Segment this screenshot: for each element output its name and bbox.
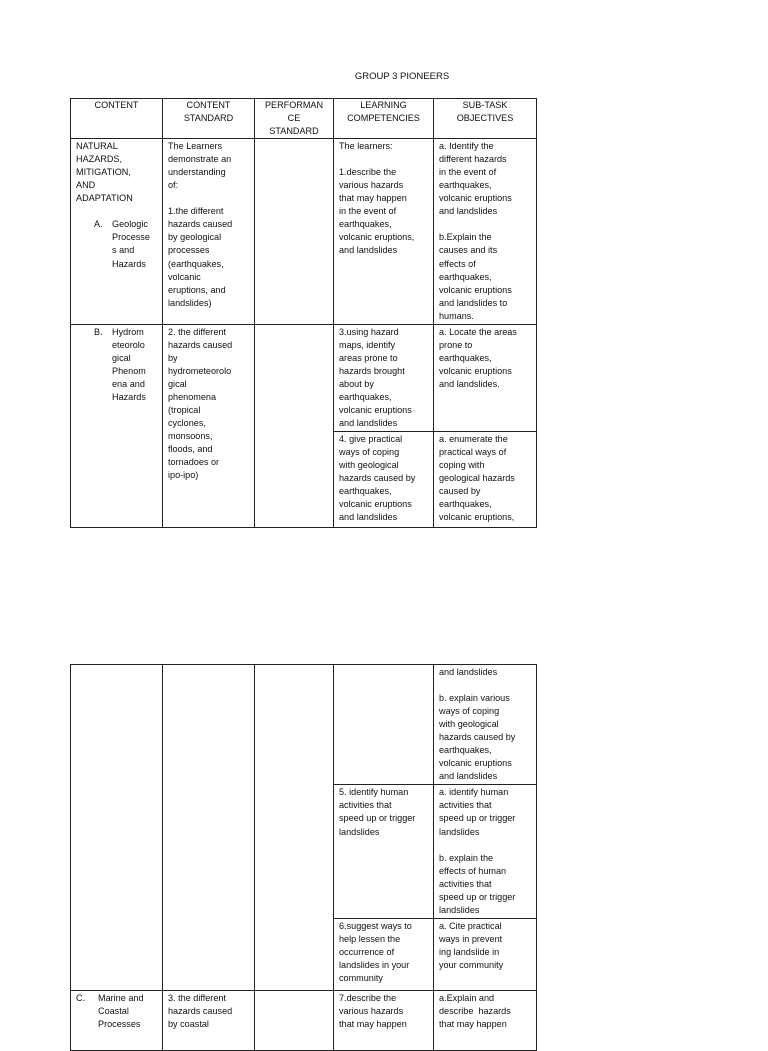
content-standard-cell	[163, 324, 255, 527]
content-item-geologic: A. Geologic Processe s and Hazards	[94, 219, 150, 269]
learning-competency-cell	[334, 324, 434, 431]
objective-5a: a. identify human activities that speed up or trigger landslides	[439, 787, 516, 837]
performance-standard-cell	[255, 665, 334, 991]
performance-standard-cell	[255, 139, 334, 325]
objective-4a-continued: and landslides	[439, 667, 498, 677]
objective-1b: b.Explain the causes and its effects of earthquakes, volcanic eruptions and landslides to humans.	[439, 232, 512, 321]
performance-standard-cell	[255, 990, 334, 1050]
learning-competency-cell	[334, 432, 434, 528]
subtask-objective-cell	[434, 665, 537, 785]
table-row	[71, 324, 537, 431]
subtask-objective-cell	[434, 785, 537, 918]
content-cell	[71, 990, 163, 1050]
table-row	[71, 139, 537, 325]
learning-competency-cell	[334, 990, 434, 1050]
subtask-objective-cell	[434, 139, 537, 325]
learning-competency-cell	[334, 139, 434, 325]
objective-4a: a. enumerate the practical ways of coping with geological hazards caused by earthquakes, volcanic eruptions,	[439, 434, 515, 523]
content-standard-intro: The Learners demonstrate an understanding of:	[168, 141, 232, 191]
content-standard-item: 1.the different hazards caused by geological processes (earthquakes, volcanic eruptions, and landslides)	[168, 206, 233, 308]
learning-competency-cell	[334, 918, 434, 990]
table-row	[71, 665, 537, 785]
performance-standard-cell	[255, 324, 334, 527]
content-standard-cell	[163, 990, 255, 1050]
table-header-row	[71, 99, 537, 139]
objective-4b: b. explain various ways of coping with geological hazards caused by earthquakes, volcanic eruptions and landslides	[439, 693, 516, 782]
competency-1: 1.describe the various hazards that may happen in the event of earthquakes, volcanic eruptions, and landslides	[339, 167, 415, 256]
curriculum-table-lower	[70, 664, 537, 1051]
content-standard-cell	[163, 139, 255, 325]
header-subtask-objectives: SUB-TASK OBJECTIVES	[434, 99, 537, 139]
objective-3a: a. Locate the areas prone to earthquakes, volcanic eruptions and landslides.	[439, 326, 517, 389]
content-cell	[71, 324, 163, 527]
subtask-objective-cell	[434, 918, 537, 990]
content-standard-cell	[163, 665, 255, 991]
subtask-objective-cell	[434, 324, 537, 431]
content-item-hydrometeorological: B. Hydrom eteorolo gical Phenom ena and Hazards	[94, 326, 146, 402]
objective-6a: a. Cite practical ways in prevent ing landslide in your community	[439, 920, 504, 970]
document-title: GROUP 3 PIONEERS	[354, 71, 450, 82]
objective-7a: a.Explain and describe hazards that may happen	[439, 992, 511, 1029]
subtask-objective-cell	[434, 432, 537, 528]
content-cell	[71, 139, 163, 325]
header-content-standard: CONTENT STANDARD	[163, 99, 255, 139]
competency-3: 3.using hazard maps, identify areas prone to hazards brought about by earthquakes, volcanic eruptions and landslides	[339, 326, 412, 429]
competency-6: 6.suggest ways to help lessen the occurrence of landslides in your community	[339, 920, 412, 983]
content-cell	[71, 665, 163, 991]
header-learning-competencies: LEARNING COMPETENCIES	[334, 99, 434, 139]
competency-7: 7.describe the various hazards that may happen	[339, 992, 407, 1029]
learning-competency-cell	[334, 785, 434, 918]
competency-5: 5. identify human activities that speed up or trigger landslides	[339, 787, 416, 837]
header-content: CONTENT	[71, 99, 163, 139]
header-performance-standard: PERFORMAN CE STANDARD	[255, 99, 334, 139]
content-standard-2: 2. the different hazards caused by hydrometeorolo gical phenomena (tropical cyclones, monsoons, floods, and tornadoes or ipo-ipo)	[168, 326, 233, 481]
learning-competency-cell	[334, 665, 434, 785]
curriculum-table-upper	[70, 98, 537, 528]
content-standard-3: 3. the different hazards caused by coastal	[168, 992, 233, 1029]
objective-1a: a. Identify the different hazards in the event of earthquakes, volcanic eruptions and landslides	[439, 141, 512, 217]
competency-4: 4. give practical ways of coping with geological hazards caused by earthquakes, volcanic eruptions and landslides	[339, 434, 416, 523]
competency-intro: The learners:	[339, 141, 393, 152]
table-row	[71, 990, 537, 1050]
content-heading: NATURAL HAZARDS, MITIGATION, AND ADAPTATION	[76, 141, 133, 204]
subtask-objective-cell	[434, 990, 537, 1050]
objective-5b: b. explain the effects of human activities that speed up or trigger landslides	[439, 852, 516, 915]
content-item-marine-coastal: C. Marine and Coastal Processes	[76, 992, 144, 1029]
